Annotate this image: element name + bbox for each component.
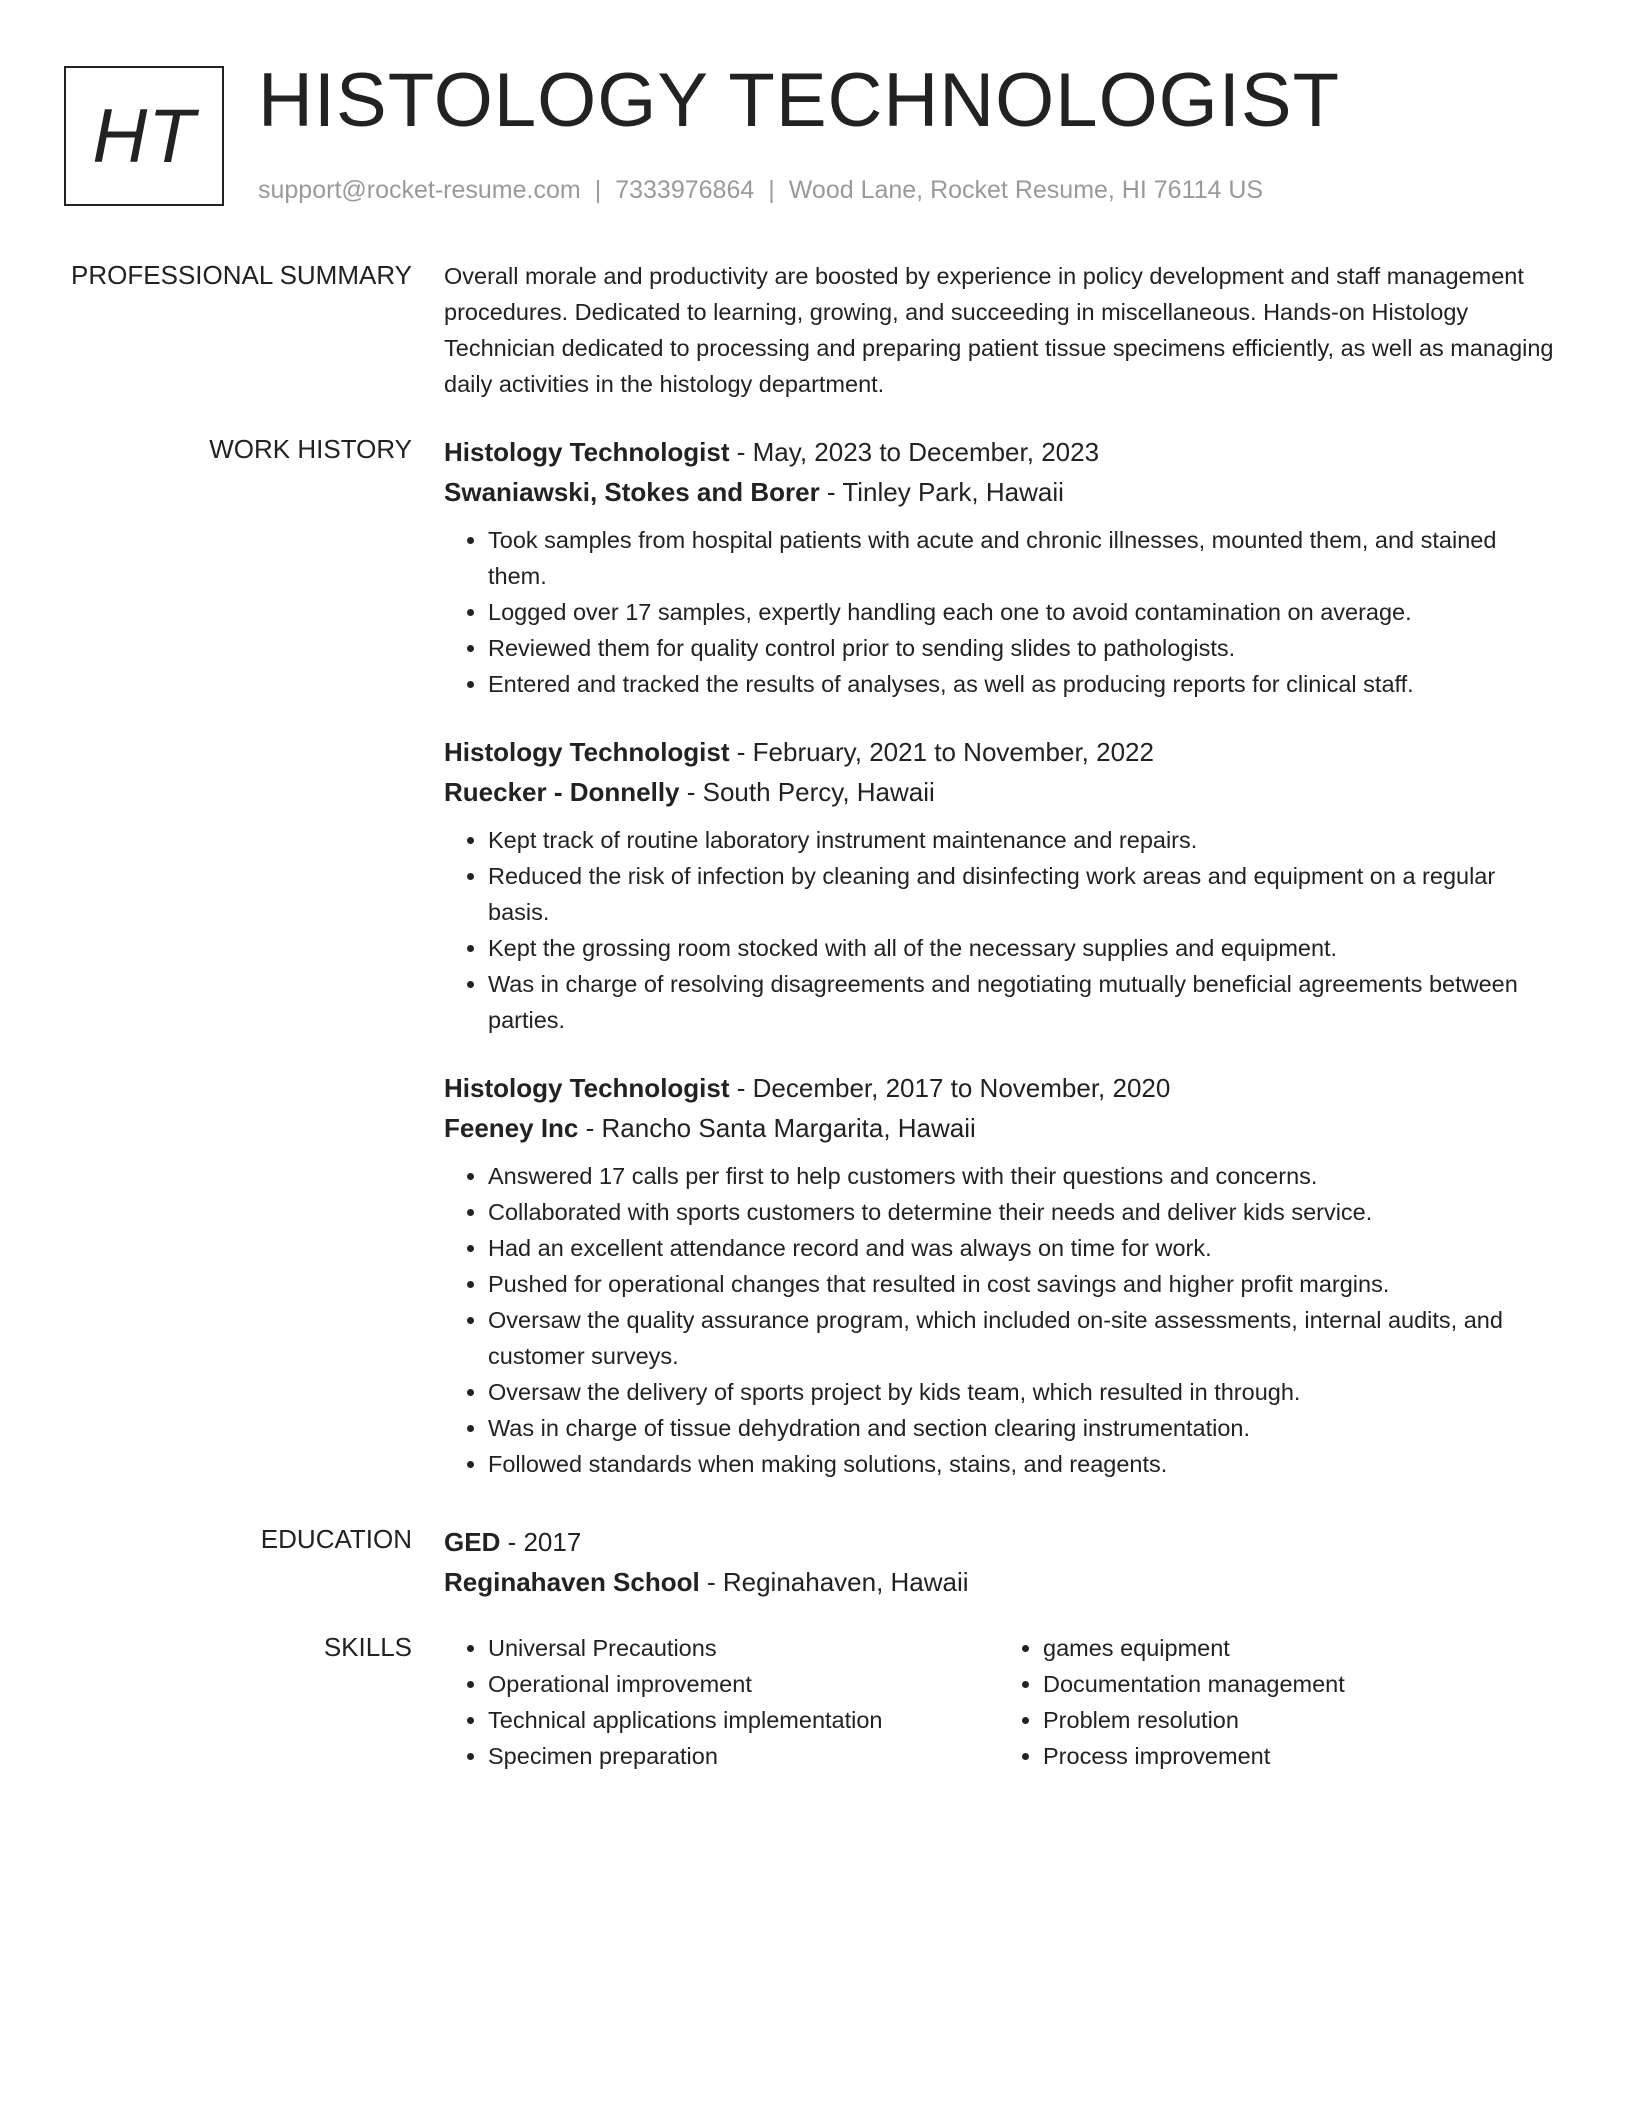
education-degree: GED (444, 1527, 501, 1557)
skill-item: • Documentation management (1043, 1666, 1554, 1702)
education-heading: EDUCATION (260, 1524, 412, 1554)
skill-item: • Technical applications implementation (488, 1702, 999, 1738)
summary-text: Overall morale and productivity are boosted by experience in policy development and staff management procedures. Dedicated to learning, growing, and succeeding in miscellaneous. Hands-on Histology Technician dedicated to processing and preparing patient tissue specimens efficiently, as well as managing daily activities in the histology department. (444, 263, 1554, 397)
job-title-line (444, 432, 1554, 472)
job-company-line (444, 1108, 1554, 1148)
monogram-initials: HT (92, 93, 196, 179)
contact-email[interactable]: support@rocket-resume.com (258, 176, 581, 204)
job-dates: - February, 2021 to November, 2022 (729, 737, 1154, 767)
contact-phone[interactable]: 7333976864 (615, 176, 755, 204)
job-bullet: • Oversaw the quality assurance program, which included on-site assessments, internal audits, and customer surveys. (488, 1302, 1554, 1374)
skill-item: • Process improvement (1043, 1738, 1554, 1774)
candidate-title: HISTOLOGY TECHNOLOGIST (258, 58, 1341, 143)
job-title-line (444, 732, 1554, 772)
job-title: Histology Technologist (444, 437, 730, 467)
work-history-heading: WORK HISTORY (209, 434, 412, 464)
skills-body (444, 1630, 1554, 1774)
job-location: - Rancho Santa Margarita, Hawaii (578, 1113, 976, 1143)
job-bullet: • Followed standards when making solutions, stains, and reagents. (488, 1446, 1554, 1482)
job-bullet: • Oversaw the delivery of sports project by kids team, which resulted in through. (488, 1374, 1554, 1410)
job-entry (444, 432, 1554, 702)
education-body (444, 1522, 1554, 1602)
skills-columns (444, 1630, 1554, 1774)
monogram-box (64, 66, 224, 206)
job-title: Histology Technologist (444, 1073, 730, 1103)
contact-separator: | (594, 176, 602, 204)
job-dates: - May, 2023 to December, 2023 (729, 437, 1100, 467)
job-bullet: • Kept the grossing room stocked with all of the necessary supplies and equipment. (488, 930, 1554, 966)
job-dates: - December, 2017 to November, 2020 (729, 1073, 1171, 1103)
skill-item: • Specimen preparation (488, 1738, 999, 1774)
job-bullet: • Had an excellent attendance record and was always on time for work. (488, 1230, 1554, 1266)
skills-list-right (999, 1630, 1554, 1774)
job-bullets (444, 522, 1554, 702)
job-company: Ruecker - Donnelly (444, 777, 680, 807)
education-school-line (444, 1562, 1554, 1602)
job-bullet: • Answered 17 calls per first to help customers with their questions and concerns. (488, 1158, 1554, 1194)
education-degree-line (444, 1522, 1554, 1562)
contact-separator: | (768, 176, 775, 204)
skill-item: • Operational improvement (488, 1666, 999, 1702)
skill-item: • Universal Precautions (488, 1630, 999, 1666)
job-company-line (444, 772, 1554, 812)
job-bullet: • Pushed for operational changes that resulted in cost savings and higher profit margins. (488, 1266, 1554, 1302)
job-company: Feeney Inc (444, 1113, 579, 1143)
job-bullet: • Reduced the risk of infection by cleaning and disinfecting work areas and equipment on a regular basis. (488, 858, 1554, 930)
skill-item: • Problem resolution (1043, 1702, 1554, 1738)
education-year: - 2017 (500, 1527, 582, 1557)
job-bullet: • Took samples from hospital patients with acute and chronic illnesses, mounted them, and stained them. (488, 522, 1554, 594)
skills-list-left (444, 1630, 999, 1774)
job-title-line (444, 1068, 1554, 1108)
job-bullet: • Entered and tracked the results of analyses, as well as producing reports for clinical staff. (488, 666, 1554, 702)
education-location: - Reginahaven, Hawaii (699, 1567, 969, 1597)
contact-line (258, 173, 1263, 207)
job-entry (444, 1068, 1554, 1482)
skill-item: • games equipment (1043, 1630, 1554, 1666)
job-entry (444, 732, 1554, 1038)
job-company: Swaniawski, Stokes and Borer (444, 477, 820, 507)
job-bullet: • Was in charge of tissue dehydration and section clearing instrumentation. (488, 1410, 1554, 1446)
job-bullets (444, 822, 1554, 1038)
summary-heading: PROFESSIONAL SUMMARY (71, 260, 412, 290)
skills-heading: SKILLS (323, 1632, 412, 1662)
job-location: - Tinley Park, Hawaii (819, 477, 1064, 507)
work-history-body (444, 432, 1554, 1512)
job-bullet: • Kept track of routine laboratory instrument maintenance and repairs. (488, 822, 1554, 858)
job-bullet: • Collaborated with sports customers to determine their needs and deliver kids service. (488, 1194, 1554, 1230)
job-location: - South Percy, Hawaii (679, 777, 935, 807)
job-bullet: • Logged over 17 samples, expertly handling each one to avoid contamination on average. (488, 594, 1554, 630)
summary-body (444, 258, 1554, 402)
job-bullet: • Reviewed them for quality control prior to sending slides to pathologists. (488, 630, 1554, 666)
contact-address: Wood Lane, Rocket Resume, HI 76114 US (788, 176, 1264, 204)
education-school: Reginahaven School (444, 1567, 700, 1597)
job-bullet: • Was in charge of resolving disagreements and negotiating mutually beneficial agreements between parties. (488, 966, 1554, 1038)
job-bullets (444, 1158, 1554, 1482)
job-title: Histology Technologist (444, 737, 730, 767)
job-company-line (444, 472, 1554, 512)
